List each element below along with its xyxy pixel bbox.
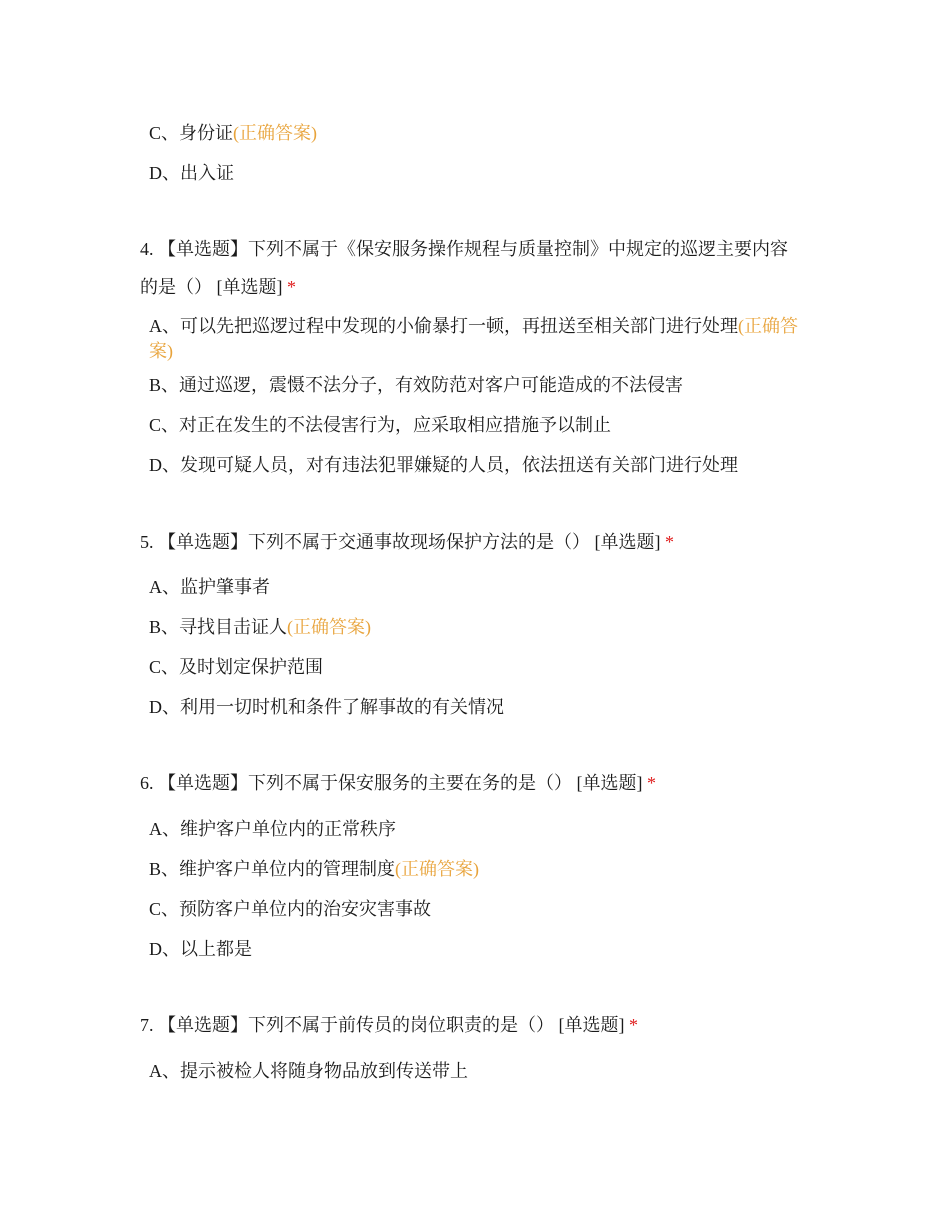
option-text: C、及时划定保护范围 bbox=[149, 657, 324, 677]
option-text: A、监护肇事者 bbox=[149, 577, 270, 597]
option-text: D、利用一切时机和条件了解事故的有关情况 bbox=[149, 697, 504, 717]
required-mark: * bbox=[287, 277, 296, 297]
q7-option-a bbox=[149, 1058, 468, 1084]
q4-option-d bbox=[149, 452, 738, 478]
option-text: C、对正在发生的不法侵害行为，应采取相应措施予以制止 bbox=[149, 415, 612, 435]
q5-option-a bbox=[149, 574, 270, 600]
correct-answer-tag: (正确答案) bbox=[149, 316, 798, 361]
required-mark: * bbox=[629, 1015, 638, 1035]
q4-title-line-2 bbox=[140, 274, 296, 300]
q5-title bbox=[140, 529, 674, 555]
option-text: B、维护客户单位内的管理制度 bbox=[149, 859, 396, 879]
option-text: B、通过巡逻，震慑不法分子，有效防范对客户可能造成的不法侵害 bbox=[149, 375, 684, 395]
q6-option-b bbox=[149, 856, 479, 882]
option-text: A、可以先把巡逻过程中发现的小偷暴打一顿，再扭送至相关部门进行处理 bbox=[149, 316, 738, 336]
q6-option-a bbox=[149, 816, 396, 842]
option-text: D、出入证 bbox=[149, 163, 234, 183]
question-text: 4. 【单选题】下列不属于《保安服务操作规程与质量控制》中规定的巡逻主要内容 bbox=[140, 239, 788, 259]
question-text: 5. 【单选题】下列不属于交通事故现场保护方法的是（） [单选题] bbox=[140, 532, 661, 552]
required-mark: * bbox=[665, 532, 674, 552]
correct-answer-tag: (正确答案) bbox=[287, 617, 372, 637]
q5-option-c bbox=[149, 654, 323, 680]
option-text: A、提示被检人将随身物品放到传送带上 bbox=[149, 1061, 468, 1081]
correct-answer-tag: (正确答案) bbox=[233, 123, 318, 143]
q4-option-a bbox=[149, 314, 809, 364]
q3-option-c bbox=[149, 120, 317, 146]
q4-option-b bbox=[149, 372, 683, 398]
q5-option-b bbox=[149, 614, 371, 640]
option-text: B、寻找目击证人 bbox=[149, 617, 288, 637]
q5-option-d bbox=[149, 694, 504, 720]
option-text: D、以上都是 bbox=[149, 939, 252, 959]
q7-title bbox=[140, 1012, 638, 1038]
question-text: 的是（） [单选题] bbox=[140, 277, 283, 297]
q6-option-d bbox=[149, 936, 252, 962]
option-text: D、发现可疑人员，对有违法犯罪嫌疑的人员，依法扭送有关部门进行处理 bbox=[149, 455, 738, 475]
q6-option-c bbox=[149, 896, 431, 922]
q3-option-d bbox=[149, 160, 234, 186]
question-text: 7. 【单选题】下列不属于前传员的岗位职责的是（） [单选题] bbox=[140, 1015, 625, 1035]
q4-option-c bbox=[149, 412, 611, 438]
q6-title bbox=[140, 770, 656, 796]
option-text: C、预防客户单位内的治安灾害事故 bbox=[149, 899, 432, 919]
q4-title-line-1 bbox=[140, 236, 788, 262]
correct-answer-tag: (正确答案) bbox=[395, 859, 480, 879]
question-text: 6. 【单选题】下列不属于保安服务的主要在务的是（） [单选题] bbox=[140, 773, 643, 793]
option-text: C、身份证 bbox=[149, 123, 234, 143]
option-text: A、维护客户单位内的正常秩序 bbox=[149, 819, 396, 839]
required-mark: * bbox=[647, 773, 656, 793]
